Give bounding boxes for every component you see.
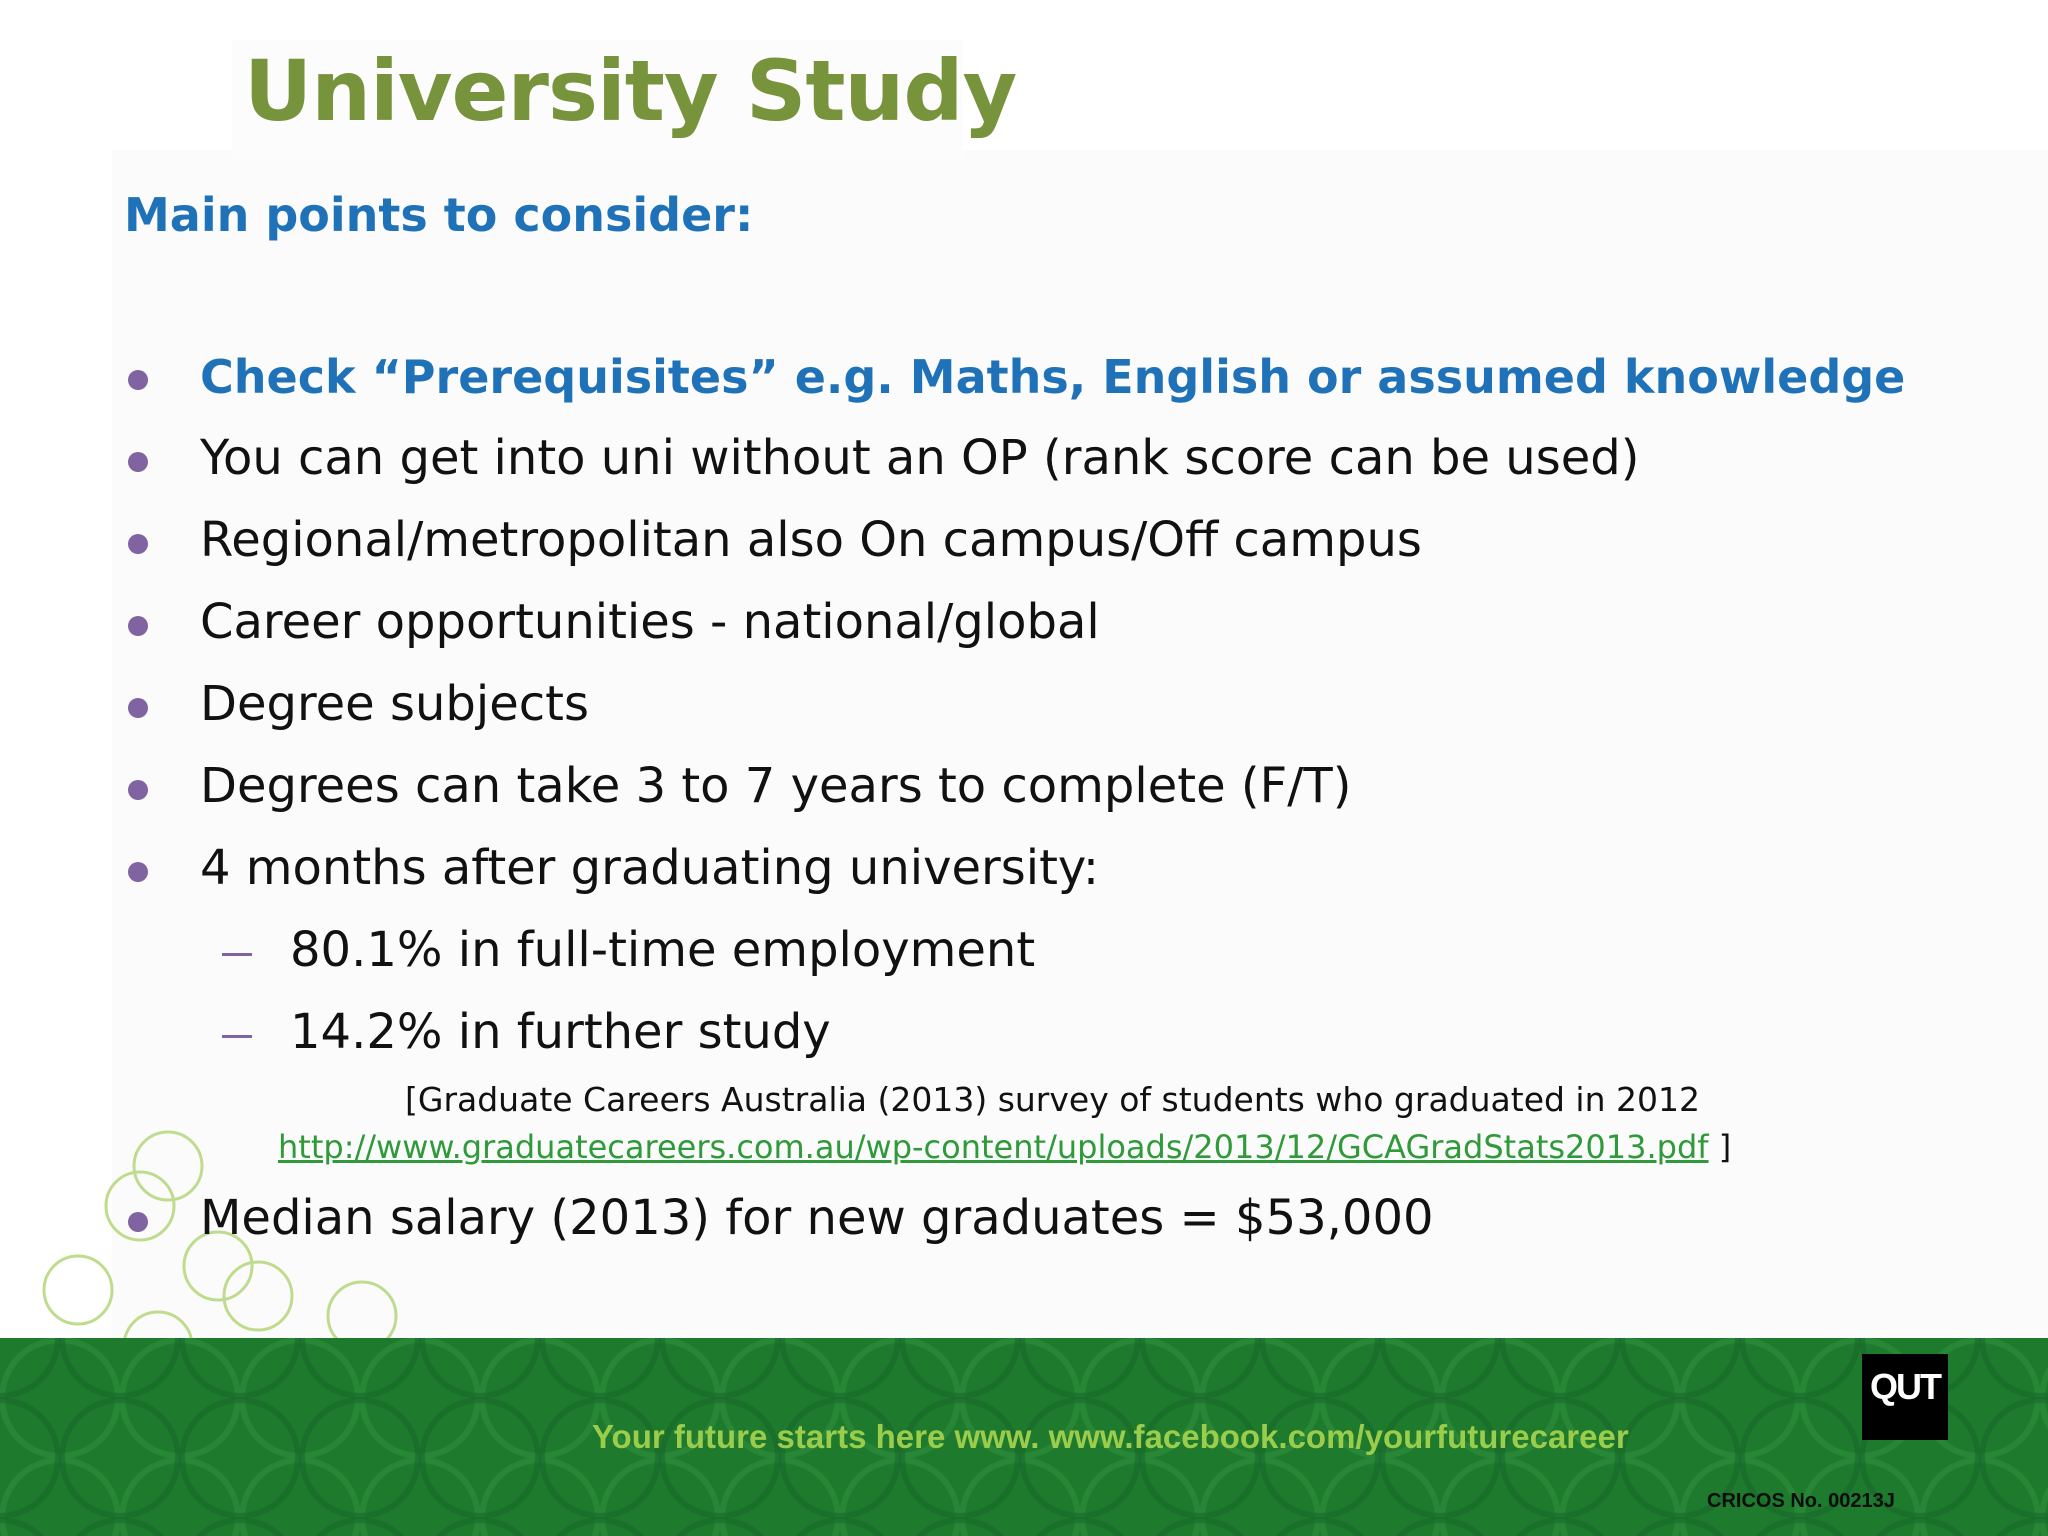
citation-link[interactable]: http://www.graduatecareers.com.au/wp-content/uploads/2013/12/GCAGradStats2013.pdf: [278, 1128, 1709, 1166]
footer-tagline: Your future starts here www. www.facebook.com/yourfuturecareer: [592, 1418, 1629, 1455]
citation-text: [Graduate Careers Australia (2013) survey of students who graduated in 2012: [405, 1080, 1700, 1119]
bullet-text: You can get into uni without an OP (rank score can be used): [200, 430, 1640, 486]
bullet-icon: [128, 862, 148, 882]
citation-link-line: [278, 1128, 1731, 1166]
bullet-icon: [128, 780, 148, 800]
bullet-icon: [128, 698, 148, 718]
bullet-text: Check “Prerequisites” e.g. Maths, English or assumed knowledge: [200, 350, 1906, 404]
sub-bullet-text: 14.2% in further study: [290, 1004, 831, 1060]
dash-icon: [222, 953, 252, 956]
bullet-text: Degrees can take 3 to 7 years to complete (F/T): [200, 758, 1352, 814]
sub-bullet-text: 80.1% in full-time employment: [290, 922, 1036, 978]
bullet-text: Regional/metropolitan also On campus/Off campus: [200, 512, 1422, 568]
bullet-text: Median salary (2013) for new graduates = $53,000: [200, 1190, 1434, 1246]
dash-icon: [222, 1035, 252, 1038]
bullet-text: Degree subjects: [200, 676, 589, 732]
bullet-icon: [128, 1212, 148, 1232]
qut-logo: [1862, 1354, 1948, 1440]
bullet-icon: [128, 452, 148, 472]
bullet-text: 4 months after graduating university:: [200, 840, 1099, 896]
bullet-icon: [128, 534, 148, 554]
bullet-icon: [128, 616, 148, 636]
bullet-icon: [128, 370, 148, 390]
bullet-text: Career opportunities - national/global: [200, 594, 1100, 650]
slide-subtitle: Main points to consider:: [124, 188, 754, 242]
qut-logo-text: QUT: [1870, 1366, 1940, 1407]
slide-title: University Study: [244, 42, 1017, 140]
citation-closing: ]: [1708, 1128, 1732, 1166]
cricos-number: CRICOS No. 00213J: [1707, 1490, 1895, 1512]
